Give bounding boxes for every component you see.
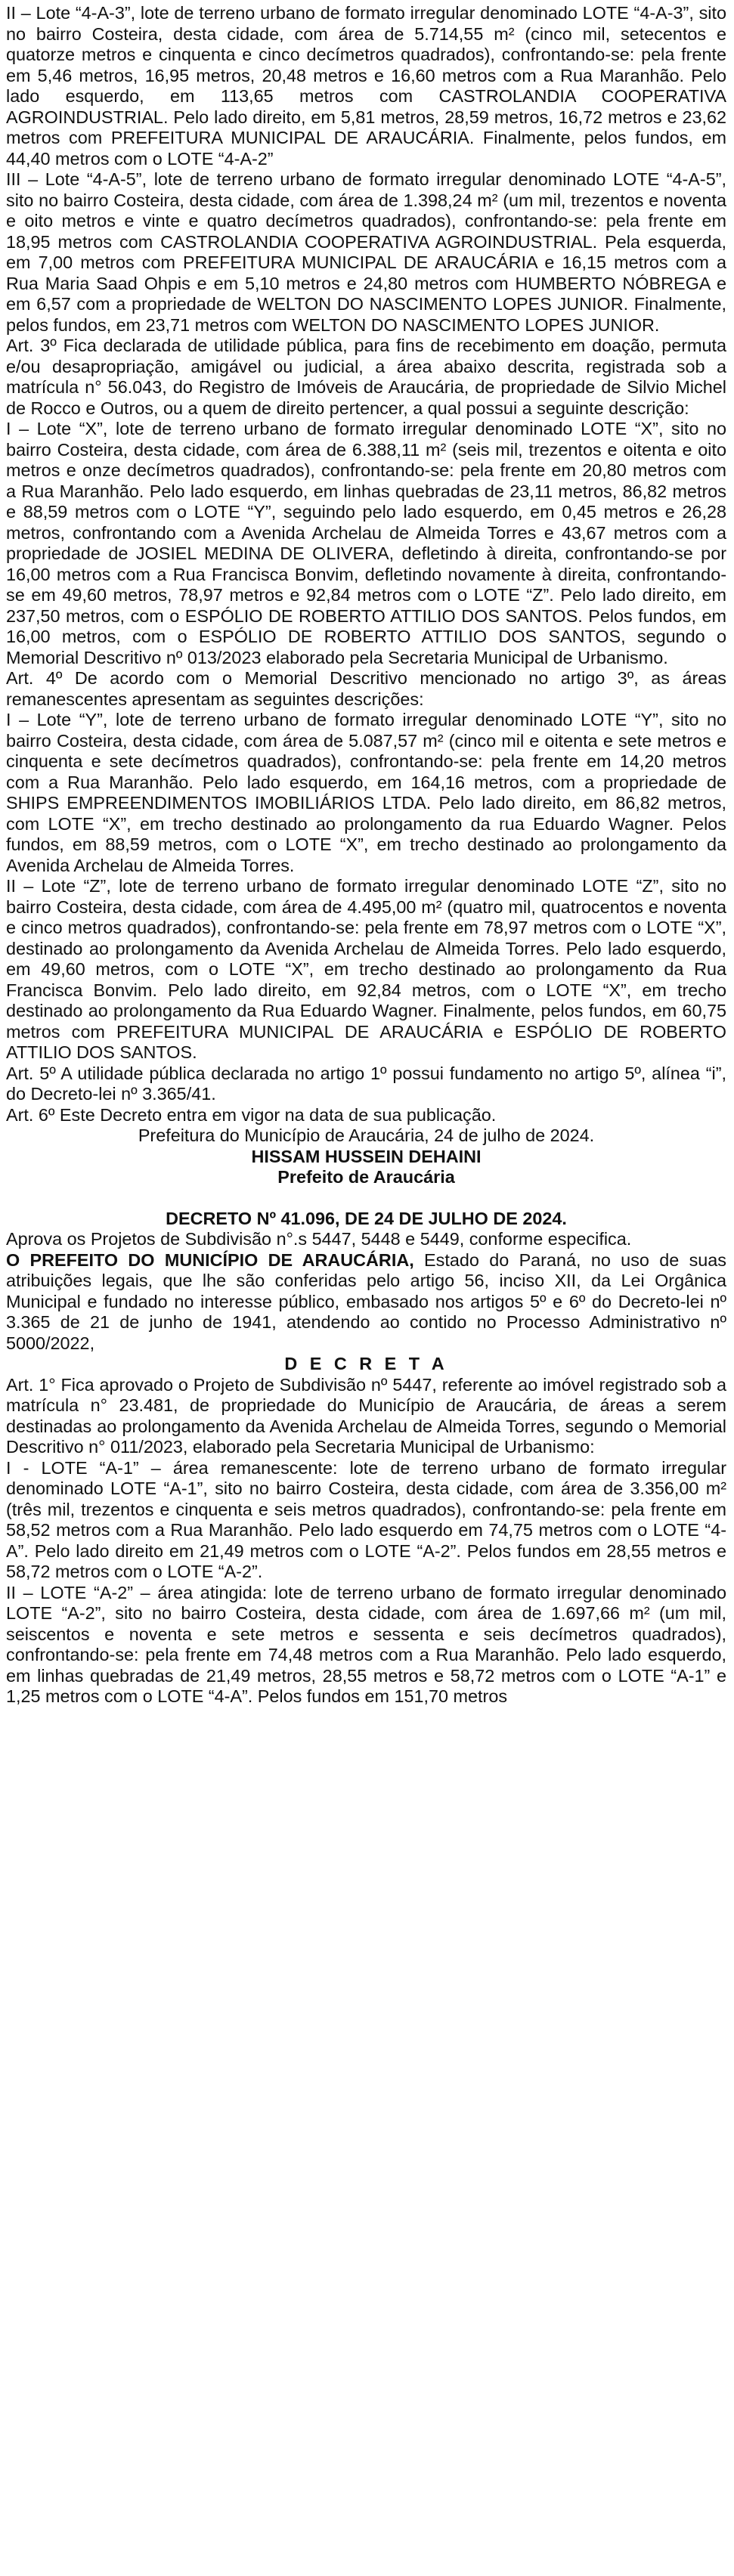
- section-spacer: [6, 1188, 726, 1209]
- paragraph-lote-a1: I - LOTE “A-1” – área remanescente: lote de terreno urbano de formato irregular denominado LOTE “A-1”, sito no bairro Costeira, desta cidade, com área de 3.356,00 m² (três mil, trezentos e cinquenta e seis metros quadrados), confrontando-se: pela frente em 58,52 metros com a Rua Maranhão. Pelo lado esquerdo em 74,75 metros com o LOTE “4-A”. Pelo lado direito em 21,49 metros com o LOTE “A-2”. Pelos fundos em 28,55 metros e 58,72 metros com o LOTE “A-2”.: [6, 1457, 726, 1581]
- signatory-title: Prefeito de Araucária: [277, 1167, 455, 1187]
- paragraph-art-6: Art. 6º Este Decreto entra em vigor na data de sua publicação.: [6, 1104, 497, 1125]
- paragraph-decree-art-1: Art. 1° Fica aprovado o Projeto de Subdivisão nº 5447, referente ao imóvel registrado sob a matrícula n° 23.481, de propriedade do Município de Araucária, de áreas a serem destinadas ao prolongamento da Avenida Archelau de Almeida Torres, segundo o Memorial Descritivo n° 011/2023, elaborado pela Secretaria Municipal de Urbanismo:: [6, 1374, 726, 1457]
- decree-summary: Aprova os Projetos de Subdivisão n°.s 5447, 5448 e 5449, conforme especifica.: [6, 1229, 632, 1249]
- signatory-name: HISSAM HUSSEIN DEHAINI: [251, 1146, 482, 1166]
- preamble-lead: O PREFEITO DO MUNICÍPIO DE ARAUCÁRIA,: [6, 1249, 414, 1270]
- preamble-text: Estado do Paraná, no uso de suas atribuições legais, que lhe são conferidas pelo artigo 56, inciso XII, da Lei Orgânica Municipal e fundado no interesse público, embasado nos artigos 5º e 6º do Decreto-lei nº 3.365 de 21 de junho de 1941, atendendo ao contido no Processo Administrativo nº 5000/2022,: [6, 1249, 726, 1353]
- paragraph-lote-4a3: II – Lote “4-A-3”, lote de terreno urbano de formato irregular denominado LOTE “4-A-3”, sito no bairro Costeira, desta cidade, com área de 5.714,55 m² (cinco mil, setecentos e quatorze metros e cinquenta e cinco decímetros quadrados), confrontando-se: pela frente em 5,46 metros, 16,95 metros, 20,48 metros e 16,60 metros com a Rua Maranhão. Pelo lado esquerdo, em 113,65 metros com CASTROLANDIA COOPERATIVA AGROINDUSTRIAL. Pelo lado direito, em 5,81 metros, 28,59 metros, 16,72 metros e 23,62 metros com PREFEITURA MUNICIPAL DE ARAUCÁRIA. Finalmente, pelos fundos, em 44,40 metros com o LOTE “4-A-2”: [6, 3, 726, 169]
- paragraph-lote-a2: II – LOTE “A-2” – área atingida: lote de terreno urbano de formato irregular denominado LOTE “A-2”, sito no bairro Costeira, desta cidade, com área de 1.697,66 m² (um mil, seiscentos e noventa e sete metros e sessenta e seis decímetros quadrados), confrontando-se: pela frente em 74,48 metros com a Rua Maranhão. Pelo lado esquerdo, em linhas quebradas de 21,49 metros, 28,55 metros e 58,72 metros com o LOTE “A-1” e 1,25 metros com o LOTE “4-A”. Pelos fundos em 151,70 metros: [6, 1582, 726, 1706]
- paragraph-lote-x: I – Lote “X”, lote de terreno urbano de formato irregular denominado LOTE “X”, sito no bairro Costeira, desta cidade, com área de 6.388,11 m² (seis mil, trezentos e oitenta e oito metros e onze decímetros quadrados), confrontando-se: pela frente em 20,80 metros com a Rua Maranhão. Pelo lado esquerdo, em linhas quebradas de 23,11 metros, 86,82 metros e 88,59 metros com o LOTE “Y”, seguindo pelo lado esquerdo, em 0,45 metros e 26,28 metros, confrontando com a Avenida Archelau de Almeida Torres e 43,67 metros com a propriedade de JOSIEL MEDINA DE OLIVERA, defletindo à direita, confrontando-se por 16,00 metros com a Rua Francisca Bonvim, defletindo novamente à direita, confrontando-se em 49,60 metros, 78,97 metros e 92,84 metros com o LOTE “Z”. Pelo lado direito, em 237,50 metros, com o ESPÓLIO DE ROBERTO ATTILIO DOS SANTOS. Pelos fundos, em 16,00 metros, com o ESPÓLIO DE ROBERTO ATTILIO DOS SANTOS, segundo o Memorial Descritivo nº 013/2023 elaborado pela Secretaria Municipal de Urbanismo.: [6, 419, 726, 667]
- paragraph-lote-z: II – Lote “Z”, lote de terreno urbano de formato irregular denominado LOTE “Z”, sito no bairro Costeira, desta cidade, com área de 4.495,00 m² (quatro mil, quatrocentos e noventa e cinco metros quadrados), confrontando-se: pela frente em 78,97 metros com o LOTE “X”, destinado ao prolongamento da Avenida Archelau de Almeida Torres. Pelo lado esquerdo, em 49,60 metros, com o LOTE “X”, em trecho destinado ao prolongamento da Rua Francisca Bonvim. Pelo lado direito, em 92,84 metros, com o LOTE “X”, em trecho destinado ao prolongamento da Rua Eduardo Wagner. Finalmente, pelos fundos, em 60,75 metros com PREFEITURA MUNICIPAL DE ARAUCÁRIA e ESPÓLIO DE ROBERTO ATTILIO DOS SANTOS.: [6, 876, 726, 1062]
- decree-title: DECRETO Nº 41.096, DE 24 DE JULHO DE 2024.: [166, 1208, 567, 1228]
- decree-preamble: [6, 1250, 726, 1355]
- paragraph-art-3: Art. 3º Fica declarada de utilidade pública, para fins de recebimento em doação, permuta e/ou desapropriação, amigável ou judicial, a área abaixo descrita, registrada sob a matrícula n° 56.043, do Registro de Imóveis de Araucária, de propriedade de Silvio Michel de Rocco e Outros, ou a quem de direito pertencer, a qual possui a seguinte descrição:: [6, 336, 726, 418]
- paragraph-lote-y: I – Lote “Y”, lote de terreno urbano de formato irregular denominado LOTE “Y”, sito no bairro Costeira, desta cidade, com área de 5.087,57 m² (cinco mil e oitenta e sete metros e cinquenta e sete decímetros quadrados), confrontando-se: pela frente em 14,20 metros com a Rua Maranhão. Pelo lado esquerdo, em 164,16 metros, com a propriedade de SHIPS EMPREENDIMENTOS IMOBILIÁRIOS LTDA. Pelo lado direito, em 86,82 metros, com LOTE “X”, em trecho destinado ao prolongamento da rua Eduardo Wagner. Pelos fundos, em 88,59 metros, com o LOTE “X”, em trecho destinado ao prolongamento da Avenida Archelau de Almeida Torres.: [6, 710, 726, 875]
- paragraph-art-4: Art. 4º De acordo com o Memorial Descritivo mencionado no artigo 3º, as áreas remanescentes apresentam as seguintes descrições:: [6, 668, 726, 709]
- decreta-heading: D E C R E T A: [284, 1354, 448, 1373]
- paragraph-lote-4a5: III – Lote “4-A-5”, lote de terreno urbano de formato irregular denominado LOTE “4-A-5”, sito no bairro Costeira, desta cidade, com área de 1.398,24 m² (um mil, trezentos e noventa e oito metros e vinte e quatro decímetros quadrados), confrontando-se: pela frente em 18,95 metros com CASTROLANDIA COOPERATIVA AGROINDUSTRIAL. Pela esquerda, em 7,00 metros com PREFEITURA MUNICIPAL DE ARAUCÁRIA e 16,15 metros com a Rua Maria Saad Ohpis e em 5,10 metros e 24,80 metros com HUMBERTO NÓBREGA e em 6,57 com a propriedade de WELTON DO NASCIMENTO LOPES JUNIOR. Finalmente, pelos fundos, em 23,71 metros com WELTON DO NASCIMENTO LOPES JUNIOR.: [6, 169, 726, 335]
- signature-place-date: Prefeitura do Município de Araucária, 24 de julho de 2024.: [138, 1125, 595, 1145]
- paragraph-art-5: Art. 5º A utilidade pública declarada no artigo 1º possui fundamento no artigo 5º, alínea “i”, do Decreto-lei nº 3.365/41.: [6, 1063, 726, 1104]
